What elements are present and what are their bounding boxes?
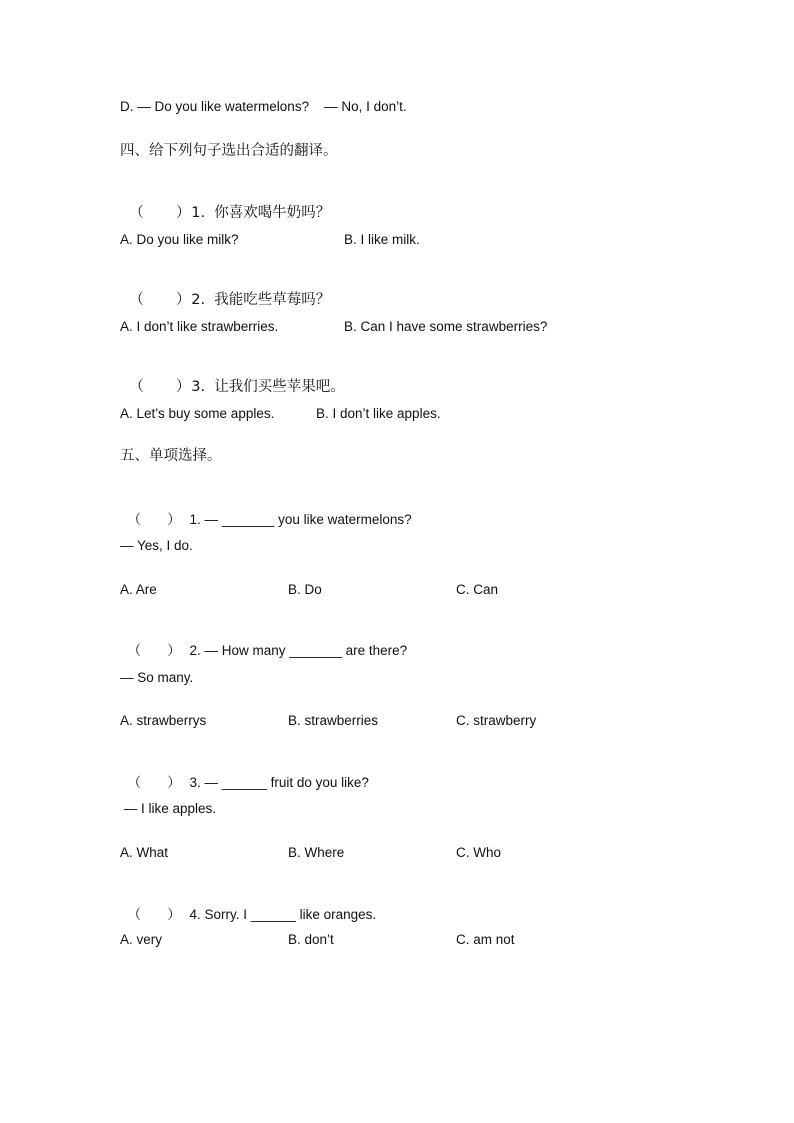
- s5-q4-option-b: B. don’t: [288, 932, 334, 947]
- s5-q1-option-b: B. Do: [288, 582, 322, 597]
- s5-q2-option-c: C. strawberry: [456, 713, 537, 728]
- answer-blank[interactable]: （ ）: [129, 292, 191, 308]
- answer-blank[interactable]: （ ）: [129, 205, 191, 221]
- s4-q1-option-a: A. Do you like milk?: [120, 232, 239, 247]
- section-4-heading: 四、给下列句子选出合适的翻译。: [120, 143, 338, 159]
- answer-blank[interactable]: （ ）: [127, 907, 181, 922]
- answer-blank[interactable]: （ ）: [127, 775, 181, 790]
- s4-q1-option-b: B. I like milk.: [344, 232, 420, 247]
- s5-question-3: （ ） 3. — ______ fruit do you like?: [127, 775, 369, 790]
- s5-q3-option-b: B. Where: [288, 845, 345, 860]
- s4-q2-option-a: A. I don’t like strawberries.: [120, 319, 279, 334]
- s4-q3-option-b: B. I don’t like apples.: [316, 406, 441, 421]
- s4-q2-option-b: B. Can I have some strawberries?: [344, 319, 548, 334]
- s5-q1-option-a: A. Are: [120, 582, 157, 597]
- s5-q3-answer: — I like apples.: [120, 801, 217, 816]
- s5-q3-option-a: A. What: [120, 845, 169, 860]
- s5-q2-option-b: B. strawberries: [288, 713, 379, 728]
- s5-q4-option-a: A. very: [120, 932, 163, 947]
- section-5-heading: 五、单项选择。: [120, 448, 222, 464]
- s4-question-3: （ ）3. 让我们买些苹果吧。: [129, 379, 345, 395]
- s5-question-4: （ ） 4. Sorry. I ______ like oranges.: [127, 907, 377, 922]
- s5-q4-option-c: C. am not: [456, 932, 515, 947]
- s4-q3-option-a: A. Let’s buy some apples.: [120, 406, 275, 421]
- answer-blank[interactable]: （ ）: [129, 379, 191, 395]
- s5-q2-option-a: A. strawberrys: [120, 713, 207, 728]
- s5-q2-answer: — So many.: [120, 670, 194, 685]
- s4-question-1: （ ）1. 你喜欢喝牛奶吗？: [129, 205, 331, 221]
- s5-q1-option-c: C. Can: [456, 582, 499, 597]
- s5-question-1: （ ） 1. — _______ you like watermelons?: [127, 512, 412, 527]
- s4-question-2: （ ）2. 我能吃些草莓吗？: [129, 292, 331, 308]
- s5-q1-answer: — Yes, I do.: [120, 538, 193, 553]
- prev-option-d: D. — Do you like watermelons? — No, I don’t.: [120, 99, 407, 114]
- answer-blank[interactable]: （ ）: [127, 643, 181, 658]
- s5-question-2: （ ） 2. — How many _______ are there?: [127, 643, 408, 658]
- s5-q3-option-c: C. Who: [456, 845, 502, 860]
- answer-blank[interactable]: （ ）: [127, 512, 181, 527]
